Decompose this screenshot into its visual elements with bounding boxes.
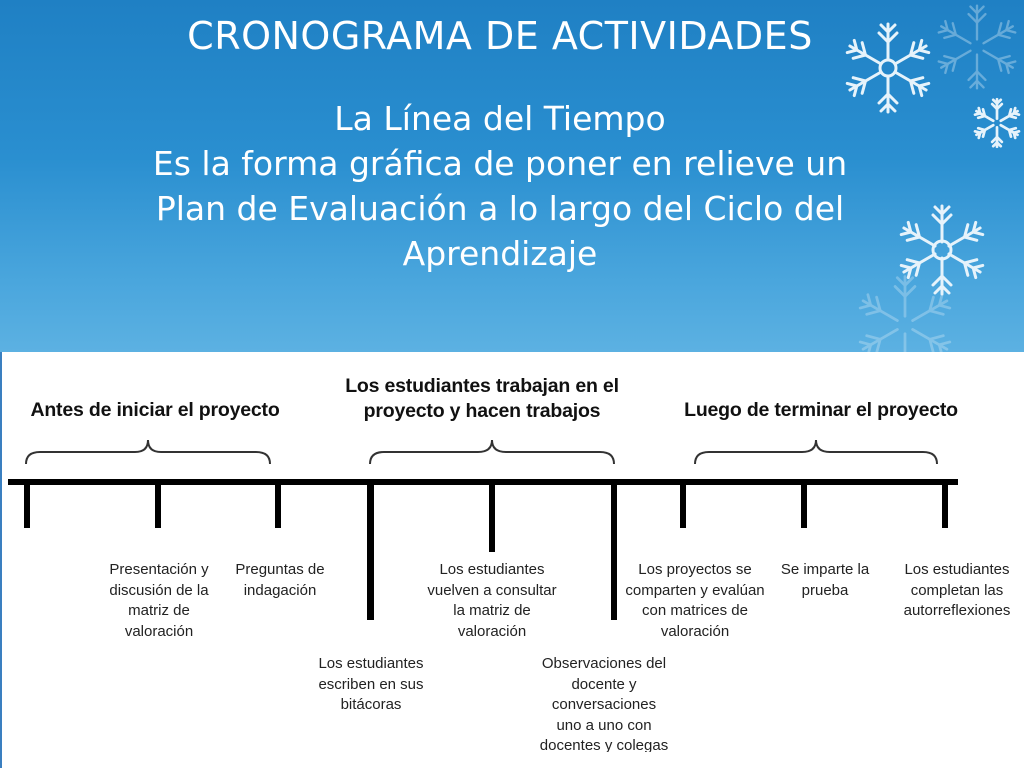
activity-line: valoración <box>124 622 194 640</box>
activity-line: Se imparte la <box>780 561 870 578</box>
activity-line: Presentación y <box>109 561 209 578</box>
phase-bracket <box>26 440 270 464</box>
activity-line: con matrices de <box>642 602 748 619</box>
timeline-tick <box>942 482 948 528</box>
activity-preguntas <box>222 560 338 601</box>
timeline-tick <box>680 482 686 528</box>
phase-heading-line: proyecto y hacen trabajos <box>363 400 601 422</box>
timeline-tick <box>801 482 807 528</box>
activity-autorreflexiones <box>892 560 1022 622</box>
activity-line: Los proyectos se <box>638 561 752 578</box>
activity-line: valoración <box>457 622 527 640</box>
timeline-tick <box>489 482 495 552</box>
activity-line: conversaciones <box>551 696 657 713</box>
phase-heading-line: Luego de terminar el proyecto <box>684 399 958 421</box>
timeline-panel <box>0 352 1024 768</box>
phase-heading-before <box>14 398 296 423</box>
slide-subtitle <box>60 96 940 276</box>
snowflake-icon <box>850 270 960 352</box>
activity-line: comparten y evalúan <box>625 581 765 599</box>
activity-line: Los estudiantes <box>318 655 424 672</box>
activity-line: docente y <box>571 675 637 693</box>
phase-heading-during <box>322 374 642 424</box>
timeline-tick <box>24 482 30 528</box>
snowflake-icon <box>970 96 1024 150</box>
subtitle-line: Es la forma gráfica de poner en relieve un <box>152 144 848 183</box>
activity-line: prueba <box>801 581 849 599</box>
activity-bitacoras <box>304 654 438 716</box>
phase-bracket <box>695 440 937 464</box>
activity-consultar-matriz <box>412 560 572 642</box>
activity-line: uno a uno con <box>556 716 652 734</box>
activity-line: escriben en sus <box>318 675 424 693</box>
activity-line: Preguntas de <box>235 561 325 578</box>
phase-bracket <box>370 440 614 464</box>
activity-line: indagación <box>243 581 317 599</box>
subtitle-line: Plan de Evaluación a lo largo del Ciclo del <box>155 189 845 228</box>
slide-title: CRONOGRAMA DE ACTIVIDADES <box>187 14 813 58</box>
activity-observaciones <box>524 654 684 752</box>
activity-line: Los estudiantes <box>904 561 1010 578</box>
timeline-tick <box>367 482 374 620</box>
activity-line: Los estudiantes <box>439 561 545 578</box>
phase-heading-line: Antes de iniciar el proyecto <box>30 399 280 421</box>
slide-header <box>0 0 1024 352</box>
activity-line: la matriz de <box>453 602 531 619</box>
timeline-tick <box>155 482 161 528</box>
activity-line: discusión de la <box>109 581 209 599</box>
timeline-axis <box>8 479 958 485</box>
activity-proyectos-evaluan <box>612 560 778 642</box>
activity-line: autorreflexiones <box>903 602 1011 619</box>
activity-line: bitácoras <box>340 696 402 713</box>
timeline-tick <box>275 482 281 528</box>
activity-line: docentes y colegas <box>539 737 669 752</box>
subtitle-line: Aprendizaje <box>402 234 598 273</box>
activity-line: matriz de <box>128 602 190 619</box>
phase-heading-after <box>668 398 974 423</box>
phase-heading-line: Los estudiantes trabajan en el <box>345 375 619 397</box>
subtitle-line: La Línea del Tiempo <box>334 99 666 138</box>
activity-line: vuelven a consultar <box>427 581 557 599</box>
activity-line: Observaciones del <box>541 655 667 672</box>
activity-presentacion <box>94 560 224 642</box>
activity-prueba <box>766 560 884 601</box>
activity-line: valoración <box>660 622 730 640</box>
activity-line: completan las <box>910 581 1004 599</box>
